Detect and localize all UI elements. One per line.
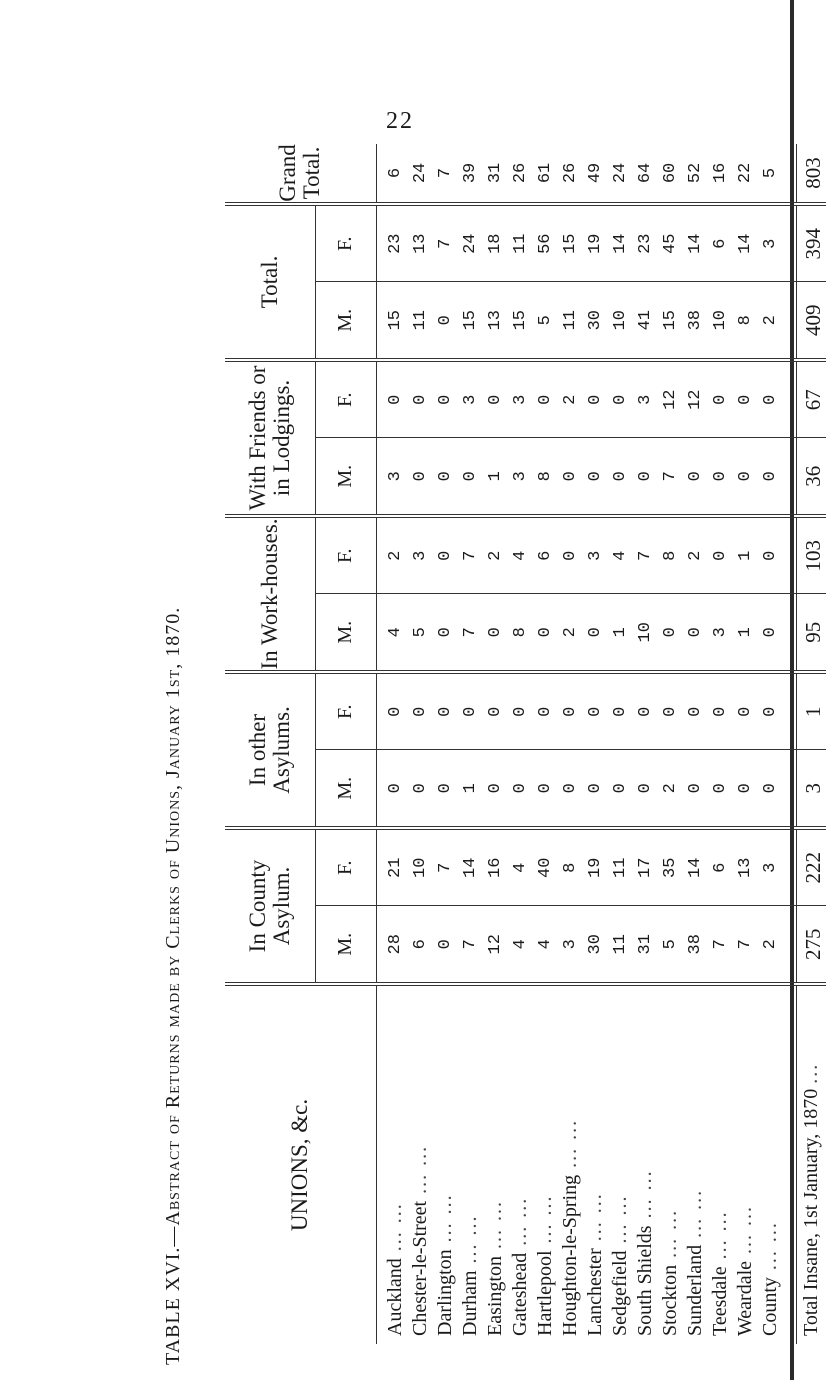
total-county-asylum-f: 222 <box>796 828 826 906</box>
table-cell: 6 <box>710 862 730 873</box>
other-asylums-m-header: M. <box>315 750 376 828</box>
county-asylum-f-column <box>376 828 796 906</box>
union-name: Sedgefield <box>608 1250 631 1336</box>
table-cell: 61 <box>535 162 555 184</box>
table-cell: 5 <box>760 167 780 179</box>
leader-dots: ... ... <box>558 1118 581 1175</box>
table-cell: 0 <box>510 706 530 717</box>
union-name: Darlington <box>433 1249 456 1336</box>
union-name: Hartlepool <box>533 1250 556 1336</box>
union-name: Easington <box>483 1256 506 1336</box>
table-cell: 0 <box>410 471 430 482</box>
table-cell: 0 <box>585 706 605 717</box>
union-name: Durham <box>458 1270 481 1336</box>
table-cell: 0 <box>685 783 705 794</box>
table-cell: 19 <box>585 233 605 254</box>
table-cell: 4 <box>510 862 530 873</box>
table-cell: 7 <box>435 167 455 179</box>
table-cell: 2 <box>485 550 505 561</box>
table-cell: 10 <box>410 857 430 878</box>
table-cell: 0 <box>610 394 630 405</box>
table-cell: 6 <box>410 939 430 950</box>
total-f-header: F. <box>315 204 376 282</box>
table-cell: 15 <box>510 310 530 331</box>
table-cell: 0 <box>710 394 730 405</box>
table-cell: 0 <box>710 706 730 717</box>
table-cell: 14 <box>685 233 705 254</box>
table-cell: 2 <box>560 627 580 638</box>
union-name-row <box>458 990 483 1336</box>
table-cell: 0 <box>760 471 780 482</box>
table-cell: 10 <box>710 310 730 331</box>
union-name-row <box>383 990 408 1336</box>
table-cell: 0 <box>410 394 430 405</box>
leader-dots: ... ... <box>733 1205 756 1261</box>
table-cell: 0 <box>410 706 430 717</box>
table-cell: 11 <box>560 310 580 331</box>
table-cell: 3 <box>410 550 430 561</box>
grand-total-column <box>376 144 796 204</box>
table-cell: 0 <box>385 394 405 405</box>
table-cell: 0 <box>435 471 455 482</box>
table-cell: 2 <box>660 783 680 794</box>
total-f-column <box>376 204 796 282</box>
table-cell: 8 <box>560 862 580 873</box>
leader-dots: ... ... <box>683 1188 706 1245</box>
table-cell: 12 <box>685 389 705 410</box>
table-cell: 0 <box>760 550 780 561</box>
union-name-row <box>558 990 583 1336</box>
table-cell: 0 <box>435 315 455 326</box>
leader-dots: ... ... <box>758 1221 781 1278</box>
friends-m-header: M. <box>315 438 376 516</box>
table-cell: 0 <box>760 627 780 638</box>
table-cell: 6 <box>710 238 730 249</box>
table-cell: 3 <box>760 238 780 249</box>
table-cell: 8 <box>535 471 555 482</box>
table-cell: 39 <box>460 162 480 184</box>
friends-f-header: F. <box>315 360 376 438</box>
table-caption <box>162 607 185 1365</box>
union-name: Auckland <box>383 1258 406 1336</box>
table-cell: 5 <box>535 315 555 326</box>
grand-total-header: Grand Total. <box>225 144 376 204</box>
table-cell: 24 <box>460 233 480 254</box>
table-cell: 35 <box>660 857 680 878</box>
table-cell: 10 <box>610 310 630 331</box>
table-cell: 7 <box>435 862 455 873</box>
union-name-row <box>483 990 508 1336</box>
table-cell: 7 <box>635 550 655 561</box>
table-cell: 0 <box>560 706 580 717</box>
table-cell: 26 <box>560 162 580 184</box>
table-cell: 0 <box>535 783 555 794</box>
leader-dots: ... ... <box>508 1196 531 1253</box>
table-cell: 0 <box>410 783 430 794</box>
table-cell: 14 <box>610 233 630 254</box>
table-cell: 7 <box>460 550 480 561</box>
table-cell: 45 <box>660 233 680 254</box>
other-asylums-m-column <box>376 750 796 828</box>
table-cell: 14 <box>735 233 755 254</box>
table-cell: 2 <box>385 550 405 561</box>
leader-dots: ... ... <box>483 1200 506 1256</box>
page-number: 22 <box>386 108 414 134</box>
table-cell: 6 <box>535 550 555 561</box>
table-cell: 13 <box>735 857 755 878</box>
table-cell: 2 <box>685 550 705 561</box>
caption-prefix: TABLE XVI.— <box>162 1225 184 1365</box>
table-cell: 4 <box>510 939 530 950</box>
table-cell: 0 <box>435 627 455 638</box>
total-other-asylums-f: 1 <box>796 672 826 750</box>
table-cell: 0 <box>485 783 505 794</box>
leader-dots: ... ... <box>608 1194 631 1251</box>
leader-dots: ... ... <box>383 1202 406 1259</box>
table-cell: 49 <box>585 162 605 184</box>
union-name: Sunderland <box>683 1244 706 1336</box>
workhouses-m-header: M. <box>315 594 376 672</box>
union-name-row <box>583 990 608 1336</box>
table-cell: 0 <box>610 706 630 717</box>
table-cell: 0 <box>635 783 655 794</box>
table-cell: 0 <box>735 394 755 405</box>
table-cell: 0 <box>635 471 655 482</box>
table-cell: 0 <box>585 783 605 794</box>
table-cell: 3 <box>385 471 405 482</box>
table-cell: 14 <box>685 857 705 878</box>
county-asylum-m-header: M. <box>315 906 376 984</box>
table-cell: 0 <box>435 706 455 717</box>
table-cell: 0 <box>585 394 605 405</box>
total-county-asylum-m: 275 <box>796 906 826 984</box>
union-name: Chester-le-Street <box>408 1200 431 1336</box>
table-cell: 2 <box>760 315 780 326</box>
total-grand-total: 803 <box>796 144 826 204</box>
table-cell: 31 <box>485 162 505 184</box>
total-all-m: 409 <box>796 282 826 360</box>
table-cell: 0 <box>710 550 730 561</box>
table-cell: 0 <box>560 550 580 561</box>
table-cell: 2 <box>760 939 780 950</box>
table-cell: 30 <box>585 310 605 331</box>
leader-dots: ... ... <box>633 1169 656 1226</box>
table-cell: 24 <box>610 162 630 184</box>
table-cell: 11 <box>410 310 430 331</box>
table-cell: 12 <box>485 934 505 955</box>
friends-header: With Friends or in Lodgings. <box>225 360 315 516</box>
union-name: Weardale <box>733 1261 756 1336</box>
union-name: Teesdale <box>708 1266 731 1336</box>
table-cell: 22 <box>735 162 755 184</box>
union-name: Stockton <box>658 1264 681 1336</box>
table-cell: 0 <box>535 706 555 717</box>
table-cell: 3 <box>460 394 480 405</box>
union-name-row <box>758 990 783 1336</box>
table-cell: 10 <box>635 622 655 643</box>
table-cell: 15 <box>560 233 580 254</box>
table-cell: 0 <box>710 471 730 482</box>
union-name: Gateshead <box>508 1252 531 1336</box>
table-cell: 24 <box>410 162 430 184</box>
table-cell: 0 <box>660 627 680 638</box>
table-cell: 40 <box>535 857 555 878</box>
total-workhouses-m: 95 <box>796 594 826 672</box>
table-cell: 41 <box>635 310 655 331</box>
table-cell: 23 <box>385 233 405 254</box>
table-cell: 0 <box>585 471 605 482</box>
table-cell: 0 <box>735 471 755 482</box>
union-name-row <box>633 990 658 1336</box>
table-cell: 15 <box>460 310 480 331</box>
table-cell: 15 <box>660 310 680 331</box>
table-cell: 12 <box>660 389 680 410</box>
table-cell: 4 <box>535 939 555 950</box>
table-cell: 5 <box>660 939 680 950</box>
table-cell: 3 <box>510 471 530 482</box>
table-cell: 64 <box>635 162 655 184</box>
table-cell: 4 <box>510 550 530 561</box>
leader-dots: ... ... <box>533 1194 556 1251</box>
union-name-row <box>608 990 633 1336</box>
table-cell: 0 <box>685 627 705 638</box>
union-names <box>376 984 796 1344</box>
table-cell: 0 <box>385 783 405 794</box>
table-cell: 5 <box>410 627 430 638</box>
total-insane-label: Total Insane, 1st January, 1870 <box>799 1088 822 1336</box>
table-cell: 0 <box>585 627 605 638</box>
table-cell: 0 <box>760 706 780 717</box>
table-cell: 4 <box>610 550 630 561</box>
table-cell: 0 <box>435 550 455 561</box>
other-asylums-f-column <box>376 672 796 750</box>
table-cell: 2 <box>560 394 580 405</box>
table-cell: 0 <box>710 783 730 794</box>
table-cell: 7 <box>460 939 480 950</box>
union-name: Lanchester <box>583 1248 606 1336</box>
table-cell: 1 <box>485 471 505 482</box>
union-name-row <box>508 990 533 1336</box>
total-m-column <box>376 282 796 360</box>
table-cell: 17 <box>635 857 655 878</box>
table-cell: 0 <box>735 783 755 794</box>
table-cell: 14 <box>460 857 480 878</box>
table-cell: 0 <box>385 706 405 717</box>
table-cell: 0 <box>535 627 555 638</box>
union-name-row <box>733 990 758 1336</box>
total-header: Total. <box>225 204 315 360</box>
total-other-asylums-m: 3 <box>796 750 826 828</box>
table-cell: 3 <box>635 394 655 405</box>
table-cell: 0 <box>485 627 505 638</box>
leader-dots: ... ... <box>408 1144 431 1201</box>
table-cell: 31 <box>635 934 655 955</box>
total-workhouses-f: 103 <box>796 516 826 594</box>
table-cell: 3 <box>510 394 530 405</box>
union-name-row <box>533 990 558 1336</box>
table-cell: 28 <box>385 934 405 955</box>
county-asylum-m-column <box>376 906 796 984</box>
table-cell: 13 <box>410 233 430 254</box>
table-cell: 18 <box>485 233 505 254</box>
table-cell: 11 <box>510 233 530 254</box>
table-cell: 0 <box>660 706 680 717</box>
workhouses-f-header: F. <box>315 516 376 594</box>
leader-dots: ... ... <box>658 1208 681 1265</box>
table-cell: 21 <box>385 857 405 878</box>
friends-f-column <box>376 360 796 438</box>
table-cell: 1 <box>735 550 755 561</box>
county-asylum-header: In County Asylum. <box>225 828 315 984</box>
table-cell: 8 <box>510 627 530 638</box>
union-name: County <box>758 1277 781 1336</box>
table-cell: 3 <box>710 627 730 638</box>
table-cell: 60 <box>660 162 680 184</box>
table-cell: 0 <box>435 939 455 950</box>
table-cell: 1 <box>460 783 480 794</box>
table-cell: 16 <box>485 857 505 878</box>
workhouses-header: In Work-houses. <box>225 516 315 672</box>
table-cell: 7 <box>710 939 730 950</box>
table-cell: 19 <box>585 857 605 878</box>
table-cell: 0 <box>685 706 705 717</box>
table-cell: 38 <box>685 310 705 331</box>
total-m-header: M. <box>315 282 376 360</box>
table-cell: 52 <box>685 162 705 184</box>
table-cell: 0 <box>560 471 580 482</box>
table-cell: 11 <box>610 934 630 955</box>
table-cell: 15 <box>385 310 405 331</box>
union-name-row <box>708 990 733 1336</box>
table-cell: 3 <box>760 862 780 873</box>
total-all-f: 394 <box>796 204 826 282</box>
table-cell: 0 <box>460 471 480 482</box>
total-friends-m: 36 <box>796 438 826 516</box>
leader-dots: ... ... <box>433 1193 456 1250</box>
table-cell: 0 <box>560 783 580 794</box>
union-name-row <box>433 990 458 1336</box>
table-cell: 0 <box>635 706 655 717</box>
union-name-row <box>408 990 433 1336</box>
other-asylums-f-header: F. <box>315 672 376 750</box>
table-cell: 0 <box>610 471 630 482</box>
total-insane-row-label: Total Insane, 1st January, 1870 ... <box>796 984 826 1344</box>
rotated-table-area <box>225 144 825 1344</box>
leader-dots: ... ... <box>458 1214 481 1271</box>
table-cell: 0 <box>760 783 780 794</box>
friends-m-column <box>376 438 796 516</box>
table-cell: 11 <box>610 857 630 878</box>
table-cell: 56 <box>535 233 555 254</box>
county-asylum-f-header: F. <box>315 828 376 906</box>
union-name: Houghton-le-Spring <box>558 1174 581 1336</box>
table-cell: 30 <box>585 934 605 955</box>
table-cell: 13 <box>485 310 505 331</box>
workhouses-f-column <box>376 516 796 594</box>
union-name-row <box>658 990 683 1336</box>
table-cell: 8 <box>660 550 680 561</box>
table-cell: 0 <box>435 783 455 794</box>
leader-dots: ... ... <box>708 1210 731 1267</box>
table-cell: 38 <box>685 934 705 955</box>
table-cell: 7 <box>460 627 480 638</box>
insane-returns-table <box>225 144 826 1344</box>
table-cell: 7 <box>660 471 680 482</box>
table-cell: 0 <box>735 706 755 717</box>
leader-dots: ... ... <box>583 1192 606 1249</box>
union-name: South Shields <box>633 1225 656 1336</box>
table-cell: 3 <box>560 939 580 950</box>
table-cell: 23 <box>635 233 655 254</box>
table-cell: 4 <box>385 627 405 638</box>
unions-header: UNIONS, &c. <box>225 984 376 1344</box>
table-cell: 0 <box>485 394 505 405</box>
table-cell: 7 <box>735 939 755 950</box>
table-cell: 26 <box>510 162 530 184</box>
table-cell: 6 <box>385 167 405 179</box>
table-cell: 16 <box>710 162 730 184</box>
table-cell: 1 <box>610 627 630 638</box>
table-cell: 0 <box>535 394 555 405</box>
table-cell: 3 <box>585 550 605 561</box>
table-cell: 1 <box>735 627 755 638</box>
table-cell: 0 <box>510 783 530 794</box>
union-name-row <box>683 990 708 1336</box>
table-cell: 0 <box>685 471 705 482</box>
table-cell: 0 <box>760 394 780 405</box>
workhouses-m-column <box>376 594 796 672</box>
table-cell: 0 <box>610 783 630 794</box>
other-asylums-header: In other Asylums. <box>225 672 315 828</box>
table-cell: 0 <box>485 706 505 717</box>
caption-text: Abstract of Returns made by Clerks of Unions, January 1st, 1870. <box>162 606 184 1226</box>
table-cell: 0 <box>435 394 455 405</box>
table-cell: 0 <box>460 706 480 717</box>
table-cell: 7 <box>435 238 455 249</box>
total-friends-f: 67 <box>796 360 826 438</box>
table-cell: 8 <box>735 315 755 326</box>
